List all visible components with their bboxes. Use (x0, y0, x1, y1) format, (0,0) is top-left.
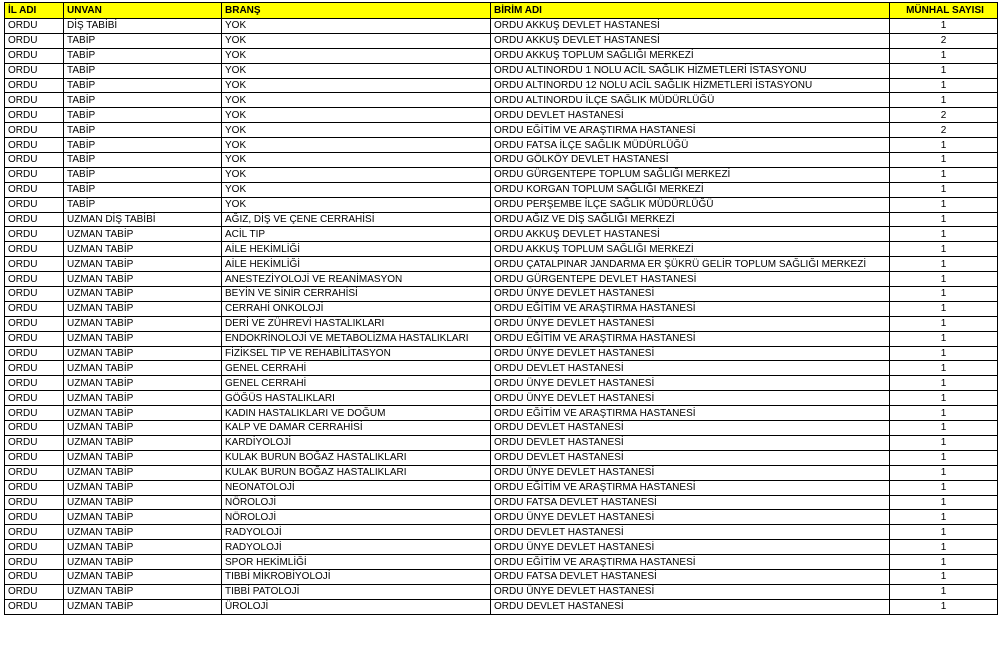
cell-unvan: UZMAN TABİP (64, 599, 222, 614)
table-row (5, 242, 998, 257)
header-row (5, 3, 998, 19)
cell-il-adi: ORDU (5, 465, 64, 480)
table-row (5, 138, 998, 153)
header-unvan: UNVAN (64, 3, 222, 19)
cell-birim-adi: ORDU DEVLET HASTANESİ (491, 435, 890, 450)
cell-il-adi: ORDU (5, 421, 64, 436)
cell-brans: CERRAHİ ONKOLOJİ (222, 301, 491, 316)
cell-birim-adi: ORDU AĞIZ VE DİŞ SAĞLIĞI MERKEZİ (491, 212, 890, 227)
cell-birim-adi: ORDU ÜNYE DEVLET HASTANESİ (491, 316, 890, 331)
cell-brans: YOK (222, 153, 491, 168)
cell-brans: GÖĞÜS HASTALIKLARI (222, 391, 491, 406)
cell-munhal-sayisi: 1 (890, 272, 998, 287)
cell-brans: ACİL TIP (222, 227, 491, 242)
cell-birim-adi: ORDU PERŞEMBE İLÇE SAĞLIK MÜDÜRLÜĞÜ (491, 197, 890, 212)
cell-brans: YOK (222, 123, 491, 138)
cell-unvan: UZMAN TABİP (64, 510, 222, 525)
cell-il-adi: ORDU (5, 33, 64, 48)
table-row (5, 495, 998, 510)
cell-brans: SPOR HEKİMLİĞİ (222, 555, 491, 570)
cell-unvan: TABİP (64, 63, 222, 78)
cell-munhal-sayisi: 1 (890, 93, 998, 108)
cell-munhal-sayisi: 1 (890, 331, 998, 346)
cell-brans: NÖROLOJİ (222, 510, 491, 525)
cell-il-adi: ORDU (5, 63, 64, 78)
cell-munhal-sayisi: 2 (890, 33, 998, 48)
cell-munhal-sayisi: 1 (890, 227, 998, 242)
cell-munhal-sayisi: 1 (890, 540, 998, 555)
cell-birim-adi: ORDU ALTINORDU 1 NOLU ACİL SAĞLIK HİZMETLERİ İSTASYONU (491, 63, 890, 78)
cell-birim-adi: ORDU ÜNYE DEVLET HASTANESİ (491, 465, 890, 480)
cell-il-adi: ORDU (5, 316, 64, 331)
table-row (5, 227, 998, 242)
cell-birim-adi: ORDU ÜNYE DEVLET HASTANESİ (491, 287, 890, 302)
cell-birim-adi: ORDU GÜRGENTEPE DEVLET HASTANESİ (491, 272, 890, 287)
table-row (5, 569, 998, 584)
table-row (5, 450, 998, 465)
cell-unvan: UZMAN TABİP (64, 242, 222, 257)
table-header (5, 3, 998, 19)
cell-brans: YOK (222, 197, 491, 212)
cell-unvan: UZMAN TABİP (64, 361, 222, 376)
cell-brans: YOK (222, 48, 491, 63)
table-row (5, 331, 998, 346)
cell-munhal-sayisi: 1 (890, 48, 998, 63)
cell-birim-adi: ORDU AKKUŞ TOPLUM SAĞLIĞI MERKEZİ (491, 242, 890, 257)
cell-birim-adi: ORDU AKKUŞ TOPLUM SAĞLIĞI MERKEZİ (491, 48, 890, 63)
cell-brans: YOK (222, 63, 491, 78)
cell-unvan: TABİP (64, 138, 222, 153)
cell-il-adi: ORDU (5, 48, 64, 63)
cell-birim-adi: ORDU DEVLET HASTANESİ (491, 361, 890, 376)
table-row (5, 421, 998, 436)
cell-il-adi: ORDU (5, 555, 64, 570)
cell-birim-adi: ORDU DEVLET HASTANESİ (491, 525, 890, 540)
table-row (5, 555, 998, 570)
cell-brans: AİLE HEKİMLİĞİ (222, 257, 491, 272)
cell-il-adi: ORDU (5, 212, 64, 227)
cell-il-adi: ORDU (5, 569, 64, 584)
cell-birim-adi: ORDU EĞİTİM VE ARAŞTIRMA HASTANESİ (491, 406, 890, 421)
table-row (5, 465, 998, 480)
cell-il-adi: ORDU (5, 540, 64, 555)
cell-il-adi: ORDU (5, 242, 64, 257)
cell-munhal-sayisi: 1 (890, 421, 998, 436)
cell-unvan: TABİP (64, 33, 222, 48)
cell-il-adi: ORDU (5, 227, 64, 242)
cell-munhal-sayisi: 1 (890, 257, 998, 272)
cell-unvan: UZMAN TABİP (64, 391, 222, 406)
cell-munhal-sayisi: 1 (890, 569, 998, 584)
table-row (5, 167, 998, 182)
cell-brans: YOK (222, 93, 491, 108)
table-row (5, 48, 998, 63)
cell-birim-adi: ORDU EĞİTİM VE ARAŞTIRMA HASTANESİ (491, 123, 890, 138)
cell-munhal-sayisi: 1 (890, 495, 998, 510)
cell-brans: GENEL CERRAHİ (222, 376, 491, 391)
cell-munhal-sayisi: 2 (890, 123, 998, 138)
cell-unvan: UZMAN TABİP (64, 480, 222, 495)
cell-brans: ÜROLOJİ (222, 599, 491, 614)
cell-munhal-sayisi: 1 (890, 19, 998, 34)
table-row (5, 316, 998, 331)
cell-unvan: UZMAN TABİP (64, 569, 222, 584)
cell-il-adi: ORDU (5, 331, 64, 346)
cell-unvan: UZMAN TABİP (64, 331, 222, 346)
cell-brans: KARDİYOLOJİ (222, 435, 491, 450)
cell-il-adi: ORDU (5, 495, 64, 510)
cell-unvan: UZMAN TABİP (64, 540, 222, 555)
cell-munhal-sayisi: 1 (890, 212, 998, 227)
cell-munhal-sayisi: 1 (890, 78, 998, 93)
cell-birim-adi: ORDU EĞİTİM VE ARAŞTIRMA HASTANESİ (491, 331, 890, 346)
cell-brans: NEONATOLOJİ (222, 480, 491, 495)
table-row (5, 78, 998, 93)
cell-brans: YOK (222, 78, 491, 93)
cell-il-adi: ORDU (5, 510, 64, 525)
cell-birim-adi: ORDU AKKUŞ DEVLET HASTANESİ (491, 227, 890, 242)
table-row (5, 346, 998, 361)
cell-unvan: TABİP (64, 123, 222, 138)
cell-unvan: UZMAN DİŞ TABİBİ (64, 212, 222, 227)
cell-unvan: UZMAN TABİP (64, 316, 222, 331)
cell-il-adi: ORDU (5, 435, 64, 450)
cell-il-adi: ORDU (5, 257, 64, 272)
cell-unvan: UZMAN TABİP (64, 301, 222, 316)
cell-birim-adi: ORDU ÜNYE DEVLET HASTANESİ (491, 376, 890, 391)
table-body (5, 19, 998, 615)
cell-brans: NÖROLOJİ (222, 495, 491, 510)
cell-unvan: UZMAN TABİP (64, 465, 222, 480)
table-row (5, 123, 998, 138)
table-row (5, 182, 998, 197)
header-brans: BRANŞ (222, 3, 491, 19)
cell-unvan: UZMAN TABİP (64, 406, 222, 421)
cell-unvan: DİŞ TABİBİ (64, 19, 222, 34)
cell-munhal-sayisi: 1 (890, 450, 998, 465)
cell-unvan: UZMAN TABİP (64, 525, 222, 540)
cell-munhal-sayisi: 1 (890, 182, 998, 197)
cell-munhal-sayisi: 1 (890, 153, 998, 168)
table-row (5, 93, 998, 108)
cell-munhal-sayisi: 1 (890, 435, 998, 450)
cell-brans: YOK (222, 182, 491, 197)
cell-munhal-sayisi: 1 (890, 167, 998, 182)
cell-birim-adi: ORDU DEVLET HASTANESİ (491, 450, 890, 465)
cell-brans: RADYOLOJİ (222, 525, 491, 540)
cell-munhal-sayisi: 1 (890, 301, 998, 316)
table-row (5, 584, 998, 599)
cell-il-adi: ORDU (5, 287, 64, 302)
table-row (5, 197, 998, 212)
cell-brans: BEYİN VE SİNİR CERRAHİSİ (222, 287, 491, 302)
table-row (5, 376, 998, 391)
cell-brans: KALP VE DAMAR CERRAHİSİ (222, 421, 491, 436)
cell-birim-adi: ORDU DEVLET HASTANESİ (491, 421, 890, 436)
cell-unvan: UZMAN TABİP (64, 376, 222, 391)
cell-unvan: UZMAN TABİP (64, 346, 222, 361)
cell-munhal-sayisi: 1 (890, 465, 998, 480)
cell-brans: YOK (222, 138, 491, 153)
cell-brans: KULAK BURUN BOĞAZ HASTALIKLARI (222, 450, 491, 465)
cell-birim-adi: ORDU ÜNYE DEVLET HASTANESİ (491, 510, 890, 525)
cell-il-adi: ORDU (5, 346, 64, 361)
cell-brans: YOK (222, 33, 491, 48)
cell-brans: YOK (222, 108, 491, 123)
cell-il-adi: ORDU (5, 272, 64, 287)
header-munhal-sayisi: MÜNHAL SAYISI (890, 3, 998, 19)
cell-unvan: UZMAN TABİP (64, 227, 222, 242)
cell-brans: TIBBİ PATOLOJİ (222, 584, 491, 599)
cell-il-adi: ORDU (5, 197, 64, 212)
table-row (5, 599, 998, 614)
cell-munhal-sayisi: 1 (890, 555, 998, 570)
cell-birim-adi: ORDU DEVLET HASTANESİ (491, 108, 890, 123)
cell-munhal-sayisi: 1 (890, 599, 998, 614)
cell-brans: AĞIZ, DİŞ VE ÇENE CERRAHİSİ (222, 212, 491, 227)
cell-birim-adi: ORDU ÜNYE DEVLET HASTANESİ (491, 540, 890, 555)
cell-il-adi: ORDU (5, 525, 64, 540)
cell-il-adi: ORDU (5, 450, 64, 465)
cell-unvan: TABİP (64, 167, 222, 182)
cell-brans: KULAK BURUN BOĞAZ HASTALIKLARI (222, 465, 491, 480)
cell-il-adi: ORDU (5, 167, 64, 182)
cell-brans: ENDOKRİNOLOJİ VE METABOLİZMA HASTALIKLARI (222, 331, 491, 346)
cell-brans: GENEL CERRAHİ (222, 361, 491, 376)
cell-munhal-sayisi: 1 (890, 138, 998, 153)
cell-unvan: TABİP (64, 78, 222, 93)
cell-il-adi: ORDU (5, 406, 64, 421)
header-il-adi: İL ADI (5, 3, 64, 19)
cell-brans: YOK (222, 167, 491, 182)
table-row (5, 257, 998, 272)
table-row (5, 63, 998, 78)
cell-il-adi: ORDU (5, 19, 64, 34)
table-row (5, 287, 998, 302)
cell-birim-adi: ORDU GÜRGENTEPE TOPLUM SAĞLIĞI MERKEZİ (491, 167, 890, 182)
cell-munhal-sayisi: 1 (890, 510, 998, 525)
table-row (5, 510, 998, 525)
cell-brans: DERİ VE ZÜHREVİ HASTALIKLARI (222, 316, 491, 331)
cell-munhal-sayisi: 1 (890, 406, 998, 421)
cell-birim-adi: ORDU EĞİTİM VE ARAŞTIRMA HASTANESİ (491, 301, 890, 316)
cell-unvan: TABİP (64, 108, 222, 123)
cell-birim-adi: ORDU ÇATALPINAR JANDARMA ER ŞÜKRÜ GELİR TOPLUM SAĞLIĞI MERKEZİ (491, 257, 890, 272)
cell-munhal-sayisi: 2 (890, 108, 998, 123)
cell-brans: AİLE HEKİMLİĞİ (222, 242, 491, 257)
cell-unvan: UZMAN TABİP (64, 495, 222, 510)
cell-birim-adi: ORDU AKKUŞ DEVLET HASTANESİ (491, 19, 890, 34)
table-row (5, 525, 998, 540)
cell-il-adi: ORDU (5, 108, 64, 123)
cell-munhal-sayisi: 1 (890, 376, 998, 391)
cell-birim-adi: ORDU EĞİTİM VE ARAŞTIRMA HASTANESİ (491, 555, 890, 570)
cell-il-adi: ORDU (5, 301, 64, 316)
cell-munhal-sayisi: 1 (890, 242, 998, 257)
cell-brans: TIBBİ MİKROBİYOLOJİ (222, 569, 491, 584)
cell-unvan: UZMAN TABİP (64, 257, 222, 272)
cell-birim-adi: ORDU AKKUŞ DEVLET HASTANESİ (491, 33, 890, 48)
cell-il-adi: ORDU (5, 391, 64, 406)
table-row (5, 33, 998, 48)
cell-unvan: UZMAN TABİP (64, 450, 222, 465)
cell-birim-adi: ORDU FATSA DEVLET HASTANESİ (491, 495, 890, 510)
table-row (5, 361, 998, 376)
cell-il-adi: ORDU (5, 138, 64, 153)
table-row (5, 108, 998, 123)
cell-munhal-sayisi: 1 (890, 525, 998, 540)
cell-unvan: UZMAN TABİP (64, 555, 222, 570)
cell-munhal-sayisi: 1 (890, 63, 998, 78)
cell-il-adi: ORDU (5, 599, 64, 614)
table-row (5, 435, 998, 450)
cell-unvan: UZMAN TABİP (64, 272, 222, 287)
cell-munhal-sayisi: 1 (890, 480, 998, 495)
cell-birim-adi: ORDU GÖLKÖY DEVLET HASTANESİ (491, 153, 890, 168)
cell-munhal-sayisi: 1 (890, 197, 998, 212)
cell-munhal-sayisi: 1 (890, 361, 998, 376)
cell-brans: KADIN HASTALIKLARI VE DOĞUM (222, 406, 491, 421)
cell-birim-adi: ORDU FATSA DEVLET HASTANESİ (491, 569, 890, 584)
table-row (5, 406, 998, 421)
cell-brans: YOK (222, 19, 491, 34)
cell-munhal-sayisi: 1 (890, 391, 998, 406)
vacancy-table (4, 2, 998, 615)
cell-il-adi: ORDU (5, 376, 64, 391)
table-row (5, 212, 998, 227)
cell-brans: ANESTEZİYOLOJİ VE REANİMASYON (222, 272, 491, 287)
cell-birim-adi: ORDU ÜNYE DEVLET HASTANESİ (491, 584, 890, 599)
cell-il-adi: ORDU (5, 480, 64, 495)
table-row (5, 153, 998, 168)
cell-birim-adi: ORDU FATSA İLÇE SAĞLIK MÜDÜRLÜĞÜ (491, 138, 890, 153)
table-row (5, 19, 998, 34)
cell-unvan: TABİP (64, 197, 222, 212)
cell-il-adi: ORDU (5, 123, 64, 138)
cell-birim-adi: ORDU EĞİTİM VE ARAŞTIRMA HASTANESİ (491, 480, 890, 495)
table-row (5, 301, 998, 316)
cell-birim-adi: ORDU ALTINORDU İLÇE SAĞLIK MÜDÜRLÜĞÜ (491, 93, 890, 108)
cell-munhal-sayisi: 1 (890, 316, 998, 331)
cell-unvan: TABİP (64, 48, 222, 63)
cell-unvan: TABİP (64, 153, 222, 168)
cell-munhal-sayisi: 1 (890, 346, 998, 361)
cell-unvan: TABİP (64, 182, 222, 197)
cell-unvan: UZMAN TABİP (64, 584, 222, 599)
cell-birim-adi: ORDU ÜNYE DEVLET HASTANESİ (491, 391, 890, 406)
cell-birim-adi: ORDU DEVLET HASTANESİ (491, 599, 890, 614)
cell-birim-adi: ORDU KORGAN TOPLUM SAĞLIĞI MERKEZİ (491, 182, 890, 197)
cell-unvan: UZMAN TABİP (64, 435, 222, 450)
table-row (5, 272, 998, 287)
cell-il-adi: ORDU (5, 361, 64, 376)
table-row (5, 391, 998, 406)
cell-brans: FİZİKSEL TIP VE REHABİLİTASYON (222, 346, 491, 361)
cell-birim-adi: ORDU ALTINORDU 12 NOLU ACİL SAĞLIK HİZMETLERİ İSTASYONU (491, 78, 890, 93)
cell-il-adi: ORDU (5, 584, 64, 599)
cell-unvan: TABİP (64, 93, 222, 108)
cell-unvan: UZMAN TABİP (64, 287, 222, 302)
cell-il-adi: ORDU (5, 93, 64, 108)
cell-munhal-sayisi: 1 (890, 287, 998, 302)
cell-brans: RADYOLOJİ (222, 540, 491, 555)
cell-il-adi: ORDU (5, 78, 64, 93)
header-birim-adi: BİRİM ADI (491, 3, 890, 19)
table-row (5, 480, 998, 495)
cell-unvan: UZMAN TABİP (64, 421, 222, 436)
cell-birim-adi: ORDU ÜNYE DEVLET HASTANESİ (491, 346, 890, 361)
table-row (5, 540, 998, 555)
cell-munhal-sayisi: 1 (890, 584, 998, 599)
cell-il-adi: ORDU (5, 182, 64, 197)
cell-il-adi: ORDU (5, 153, 64, 168)
